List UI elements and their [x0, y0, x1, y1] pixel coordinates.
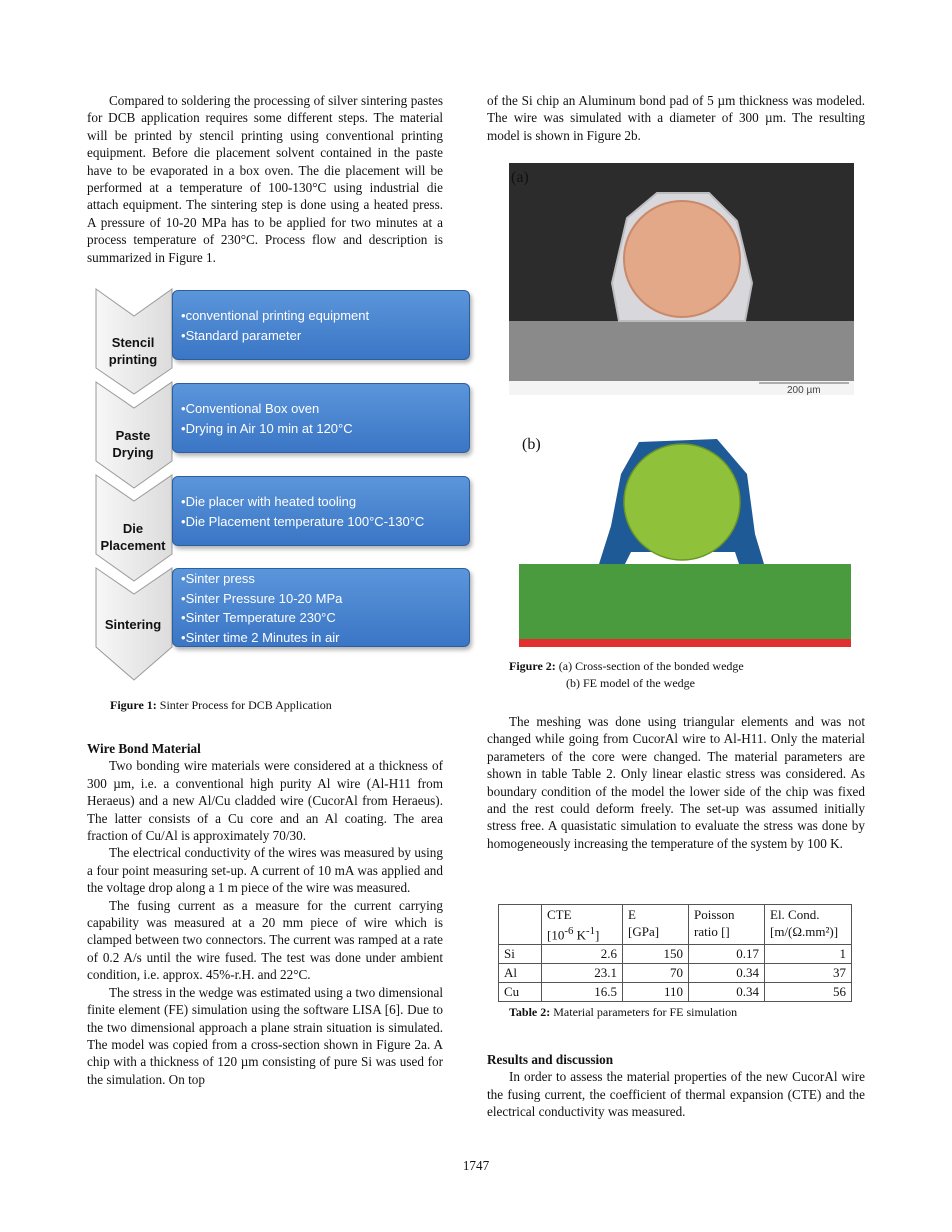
figure2-caption-line1: (a) Cross-section of the bonded wedge [558, 659, 744, 673]
table-cell: 37 [765, 964, 852, 983]
table2-caption-text: Material parameters for FE simulation [553, 1005, 738, 1019]
figure2-caption-label: Figure 2: [509, 659, 556, 673]
table2-caption-label: Table 2: [509, 1005, 551, 1019]
stage-item: • Die Placement temperature 100°C-130°C [181, 512, 461, 532]
table-cell: 0.34 [689, 964, 765, 983]
right-column-middle [487, 713, 865, 852]
paragraph-fusing: The fusing current as a measure for the current carrying capability was measured at a 20 mm piece of wire which is clamped between two connectors. The current was ramped at a rate of 0.2 A/s until the wire fused. The test was done under ambient condition, i.e. approx. 45%-r.H. and 22°C. [87, 897, 443, 983]
table-cell: 150 [623, 945, 689, 964]
paragraph-meshing: The meshing was done using triangular elements and was not changed while going from CucorAl wire to Al-H11. Only the material parameters of the core were changed. The material parameters are shown in table Table 2. Only linear elastic stress was considered. As boundary condition of the model the lower side of the chip was fixed and the rest could deform freely. The set-up was assumed initially stress free. A quasistatic simulation to evaluate the stress was done by homogeneously increasing the temperature of the system by 100 K. [487, 714, 865, 851]
left-column-top [87, 92, 443, 266]
paragraph-process: Compared to soldering the processing of silver sintering pastes for DCB application requires some different steps. The material will be printed by stencil printing using conventional printing equipment. Before die placement solvent contained in the paste have to be evaporated in a box oven. The die placement will be performed at a temperature of 100-130°C using industrial die attach equipment. The sintering step is done using a heated press. A pressure of 10-20 MPa has to be applied for two minutes at a process temperature of 230°C. Process flow and description is summarized in Figure 1. [87, 93, 443, 265]
stage-item: • Standard parameter [181, 326, 461, 346]
table-cell: 1 [765, 945, 852, 964]
figure1-caption [110, 697, 440, 714]
stage-box-placement [172, 476, 470, 546]
stage-item: • Conventional Box oven [181, 399, 461, 419]
table-header-cell [499, 905, 542, 945]
figure2-caption-line2: (b) FE model of the wedge [566, 676, 695, 690]
process-flow-figure [94, 288, 474, 683]
table-cell: 70 [623, 964, 689, 983]
stage-item: • Sinter press [181, 569, 461, 589]
table-cell: Al [499, 964, 542, 983]
stage-item: • Drying in Air 10 min at 120°C [181, 419, 461, 439]
paragraph-wires: Two bonding wire materials were considered at a thickness of 300 µm, i.e. a conventional high purity Al wire (Al-H11 from Heraeus) and a new Al/Cu cladded wire (CucorAl from Heraeus). The latter consists of a Cu core and an Al coating. The area fraction of Cu/Al is approximately 70/30. [87, 758, 443, 844]
figure2b-label: (b) [522, 436, 541, 453]
cross-section-image [509, 163, 854, 395]
table-row [499, 964, 852, 983]
stage-label-drying: Paste Drying [112, 428, 154, 460]
table-row [499, 945, 852, 964]
table2-caption [509, 1004, 849, 1021]
stage-item: • conventional printing equipment [181, 306, 461, 326]
fe-model-image [509, 434, 854, 656]
table-cell: 110 [623, 983, 689, 1002]
section-heading-wire-bond: Wire Bond Material [87, 741, 201, 756]
table-cell: 0.34 [689, 983, 765, 1002]
stage-label-stencil: Stencil printing [108, 335, 158, 367]
right-column-bottom [487, 1051, 865, 1121]
left-column-bottom [87, 740, 443, 1088]
stage-item: • Sinter Temperature 230°C [181, 608, 461, 628]
stage-label-placement: Die Placement [100, 521, 166, 553]
table-cell: 23.1 [542, 964, 623, 983]
stage-item: • Die placer with heated tooling [181, 492, 461, 512]
table-header-row [499, 905, 852, 945]
stage-item: • Sinter Pressure 10-20 MPa [181, 589, 461, 609]
section-heading-results: Results and discussion [487, 1052, 614, 1067]
table-header-poisson: Poisson ratio [] [689, 905, 765, 945]
figure2-caption [509, 658, 849, 692]
paragraph-results: In order to assess the material properties of the new CucorAl wire the fusing current, the coefficient of thermal expansion (CTE) and the electrical conductivity was measured. [487, 1069, 865, 1120]
figure2a-label: (a) [511, 169, 529, 186]
right-column-top [487, 92, 865, 144]
figure1-caption-text: Sinter Process for DCB Application [159, 698, 332, 712]
paragraph-conductivity: The electrical conductivity of the wires was measured by using a four point measuring set-up. A current of 10 mA was applied and the voltage drop along a 1 m piece of the wire was measured. [87, 845, 443, 896]
table-cell: 56 [765, 983, 852, 1002]
table-header-e: E [GPa] [623, 905, 689, 945]
table-cell: 16.5 [542, 983, 623, 1002]
stage-label-sintering: Sintering [104, 617, 162, 632]
page-number: 1747 [462, 1158, 490, 1173]
table-cell: Si [499, 945, 542, 964]
table-header-cte: CTE [$10^{-6}$ $K^{-1}$] [542, 905, 623, 945]
stage-box-sintering [172, 568, 470, 647]
table-cell: Cu [499, 983, 542, 1002]
figure1-caption-label: Figure 1: [110, 698, 157, 712]
stage-box-stencil [172, 290, 470, 360]
paragraph-fe: The stress in the wedge was estimated using a two dimensional finite element (FE) simulation using the software LISA [6]. Due to the two dimensional approach a plane strain situation is simulated. The model was copied from a cross-section shown in Figure 2a. A chip with a thickness of 120 µm consisting of pure Si was used for the simulation. On top [87, 984, 443, 1087]
scale-bar-label: 200 µm [787, 385, 821, 395]
paragraph-bondpad: of the Si chip an Aluminum bond pad of 5 µm thickness was modeled. The wire was simulated with a diameter of 300 µm. The resulting model is shown in Figure 2b. [487, 93, 865, 143]
table-cell: 0.17 [689, 945, 765, 964]
table-row [499, 983, 852, 1002]
material-table [498, 904, 852, 1002]
table-cell: 2.6 [542, 945, 623, 964]
stage-item: • Sinter time 2 Minutes in air [181, 628, 461, 648]
stage-box-drying [172, 383, 470, 453]
table-header-cond: El. Cond. [m/(Ω.mm²)] [765, 905, 852, 945]
